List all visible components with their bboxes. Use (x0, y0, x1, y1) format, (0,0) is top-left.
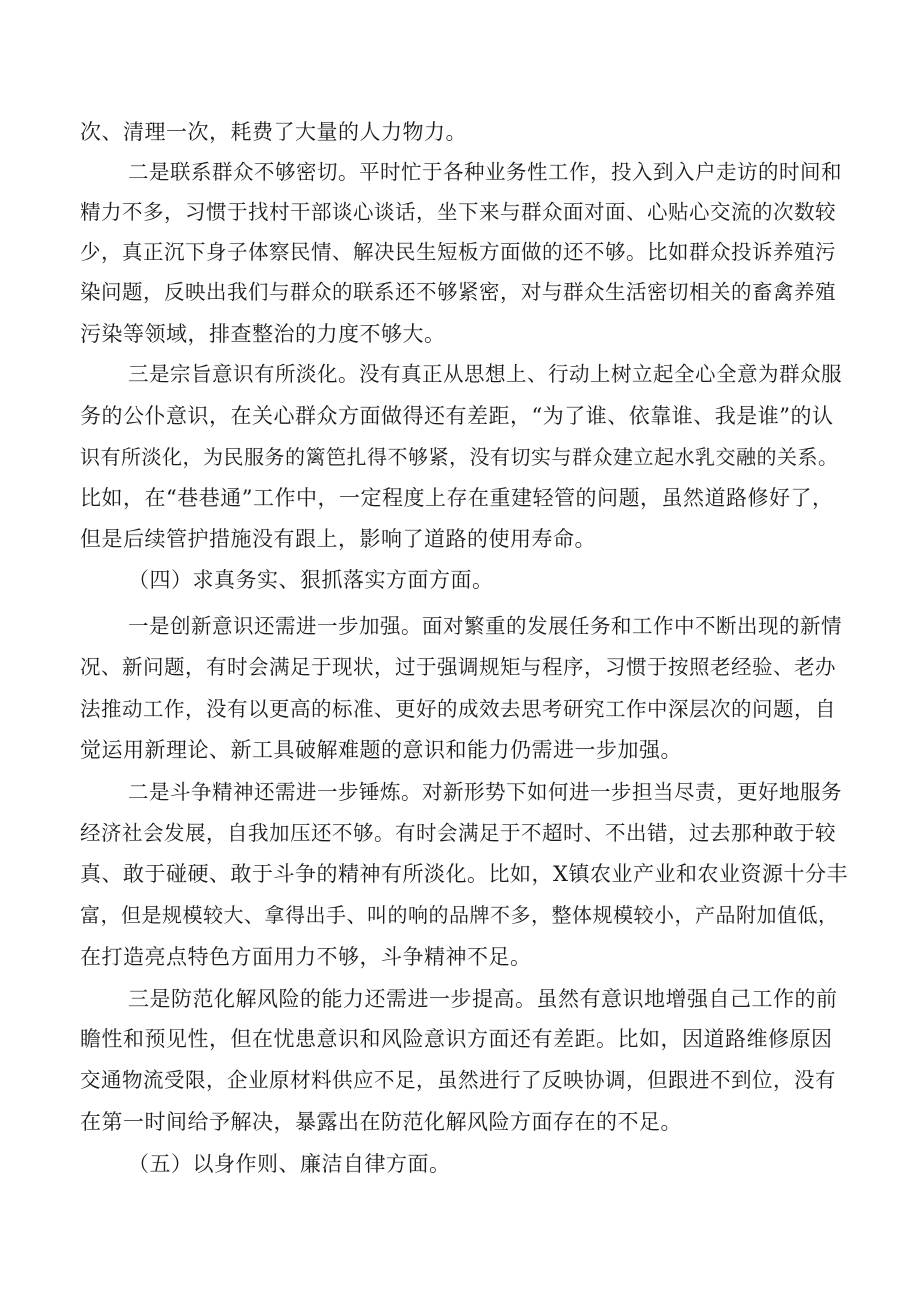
text-line: 三是宗旨意识有所淡化。没有真正从思想上、行动上树立起全心全意为群众服 (128, 362, 842, 386)
text-line: 二是斗争精神还需进一步锤炼。对新形势下如何进一步担当尽责，更好地服务 (128, 780, 842, 804)
text-line: 染问题，反映出我们与群众的联系还不够紧密，对与群众生活密切相关的畜禽养殖 (80, 280, 836, 304)
text-line: 少，真正沉下身子体察民情、解决民生短板方面做的还不够。比如群众投诉养殖污 (80, 240, 836, 264)
section-heading: （四）求真务实、狠抓落实方面方面。 (128, 568, 494, 592)
section-heading: （五）以身作则、廉洁自律方面。 (128, 1152, 451, 1176)
text-line: 况、新问题，有时会满足于现状，过于强调规矩与程序，习惯于按照老经验、老办 (80, 655, 836, 679)
text-line: 一是创新意识还需进一步加强。面对繁重的发展任务和工作中不断出现的新情 (128, 614, 842, 638)
text-line: 二是联系群众不够密切。平时忙于各种业务性工作，投入到入户走访的时间和 (128, 160, 842, 184)
text-line: 识有所淡化，为民服务的篱笆扎得不够紧，没有切实与群众建立起水乳交融的关系。 (80, 445, 839, 469)
text-line: 觉运用新理论、新工具破解难题的意识和能力仍需进一步加强。 (80, 738, 682, 762)
text-line: 富，但是规模较大、拿得出手、叫的响的品牌不多，整体规模较小，产品附加值低， (80, 903, 839, 927)
text-line: 次、清理一次，耗费了大量的人力物力。 (80, 120, 467, 144)
text-line: 交通物流受限，企业原材料供应不足，虽然进行了反映协调，但跟进不到位，没有 (80, 1068, 836, 1092)
text-line: 比如，在“巷巷通”工作中，一定程度上存在重建轻管的问题，虽然道路修好了， (80, 486, 834, 510)
text-line: 务的公仆意识，在关心群众方面做得还有差距，“为了谁、依靠谁、我是谁”的认 (80, 404, 834, 428)
text-line: 三是防范化解风险的能力还需进一步提高。虽然有意识地增强自己工作的前 (128, 987, 838, 1011)
text-line: 污染等领域，排查整治的力度不够大。 (80, 322, 446, 346)
text-line: 经济社会发展，自我加压还不够。有时会满足于不超时、不出错，过去那种敢于较 (80, 821, 836, 845)
text-line: 法推动工作，没有以更高的标准、更好的成效去思考研究工作中深层次的问题，自 (80, 697, 836, 721)
text-line: 真、敢于碰硬、敢于斗争的精神有所淡化。比如，X镇农业产业和农业资源十分丰 (80, 862, 848, 886)
text-line: 在打造亮点特色方面用力不够，斗争精神不足。 (80, 945, 532, 969)
text-line: 在第一时间给予解决，暴露出在防范化解风险方面存在的不足。 (80, 1110, 682, 1134)
text-line: 但是后续管护措施没有跟上，影响了道路的使用寿命。 (80, 527, 596, 551)
text-line: 精力不多，习惯于找村干部谈心谈话，坐下来与群众面对面、心贴心交流的次数较 (80, 200, 836, 224)
text-line: 瞻性和预见性，但在忧患意识和风险意识方面还有差距。比如，因道路维修原因 (80, 1027, 833, 1051)
